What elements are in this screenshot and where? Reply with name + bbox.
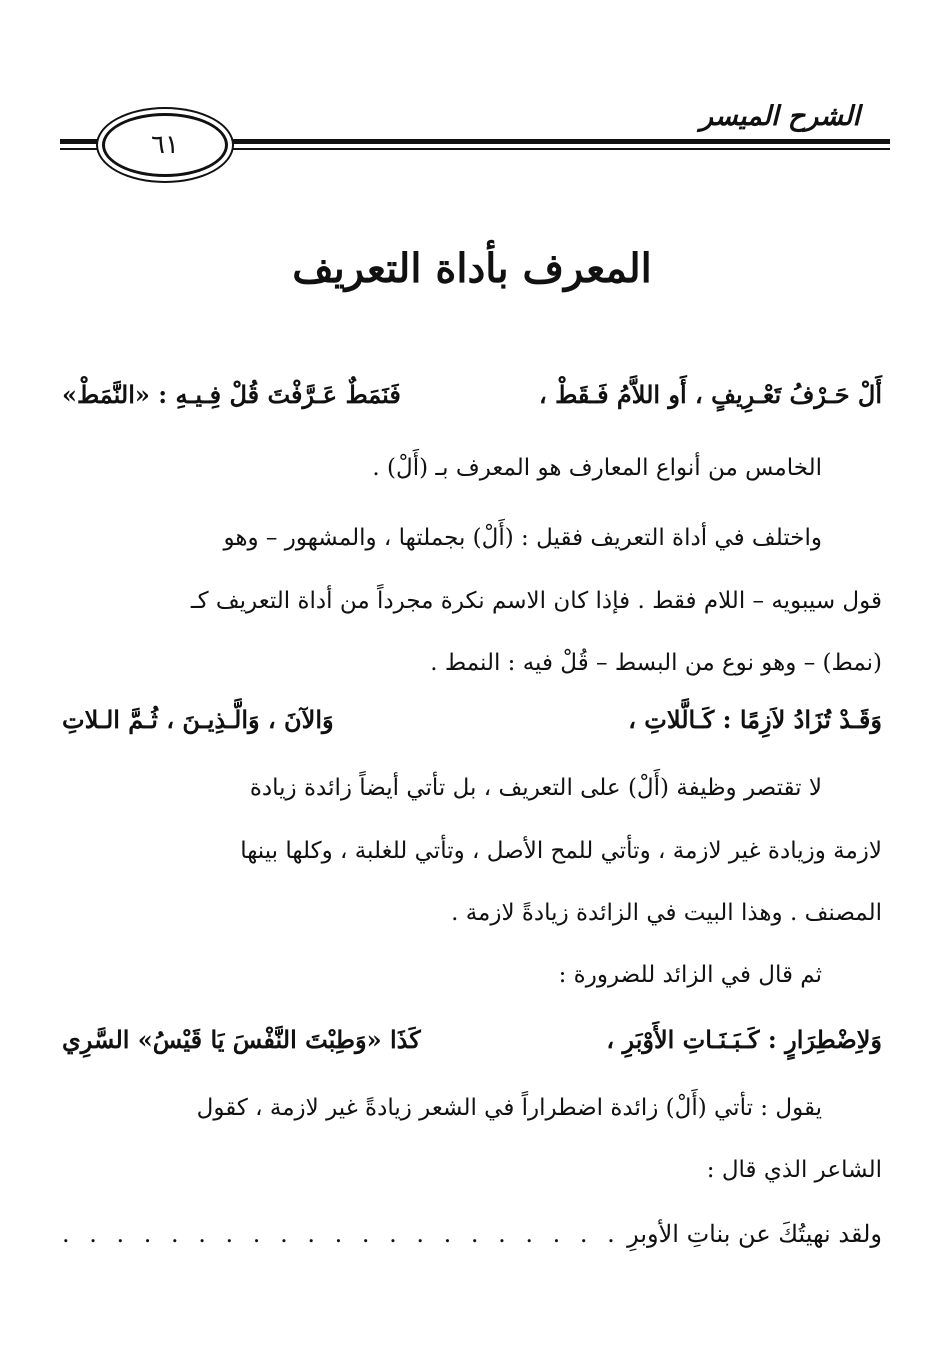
chapter-title: المعرف بأداة التعريف bbox=[292, 245, 652, 292]
quote-ellipsis: . . . . . . . . . . . . . . . . . . . . . bbox=[62, 1220, 621, 1248]
verse-hemistich: أَلْ حَـرْفُ تَعْـرِيفٍ ، أَو اللاَّمُ فَـقَطْ ، bbox=[539, 380, 882, 409]
paragraph-line: لازمة وزيادة غير لازمة ، وتأتي للمح الأصل ، وتأتي للغلبة ، وكلها بينها bbox=[240, 838, 882, 864]
paragraph-line: الشاعر الذي قال : bbox=[706, 1157, 882, 1183]
page-number: ٦١ bbox=[102, 113, 228, 177]
verse-hemistich: فَنَمَطٌ عَـرَّفْتَ قُلْ فِـيـهِ : «النَّمَطْ» bbox=[62, 380, 401, 409]
paragraph-line: (نمط) – وهو نوع من البسط – قُلْ فيه : النمط . bbox=[430, 650, 882, 676]
paragraph-line: ثم قال في الزائد للضرورة : bbox=[558, 962, 822, 988]
paragraph-line: المصنف . وهذا البيت في الزائدة زيادةً لازمة . bbox=[451, 900, 882, 926]
paragraph-line: قول سيبويه – اللام فقط . فإذا كان الاسم نكرة مجرداً من أداة التعريف كـ bbox=[190, 588, 882, 614]
verse-3 bbox=[62, 1025, 882, 1054]
verse-hemistich: وَلاِضْطِرَارٍ : كَـبَـنَـاتِ الأَوْبَرِ ، bbox=[606, 1025, 882, 1054]
verse-1 bbox=[62, 380, 882, 409]
verse-hemistich: كَذَا «وَطِبْتَ النَّفْسَ يَا قَيْسُ» السَّرِي bbox=[62, 1025, 421, 1054]
verse-hemistich: وَالآنَ ، وَالَّـذِيـنَ ، ثُـمَّ الـلاتِ bbox=[62, 705, 334, 734]
quote-hemistich: ولقد نهيتُكَ عن بناتِ الأوبرِ bbox=[627, 1220, 882, 1248]
quoted-verse bbox=[62, 1220, 882, 1248]
page-header bbox=[60, 95, 890, 180]
book-title: الشرح الميسر bbox=[699, 101, 860, 132]
paragraph-line: يقول : تأتي (أَلْ) زائدة اضطراراً في الشعر زيادةً غير لازمة ، كقول bbox=[196, 1095, 822, 1121]
verse-hemistich: وَقَـدْ تُزَادُ لاَزِمًا : كَـالَّلاتِ ، bbox=[628, 705, 882, 734]
paragraph-line: واختلف في أداة التعريف فقيل : (أَلْ) بجملتها ، والمشهور – وهو bbox=[223, 525, 822, 551]
verse-2 bbox=[62, 705, 882, 734]
paragraph-line: الخامس من أنواع المعارف هو المعرف بـ (أَلْ) . bbox=[372, 455, 822, 481]
paragraph-line: لا تقتصر وظيفة (أَلْ) على التعريف ، بل تأتي أيضاً زائدة زيادة bbox=[249, 775, 822, 801]
